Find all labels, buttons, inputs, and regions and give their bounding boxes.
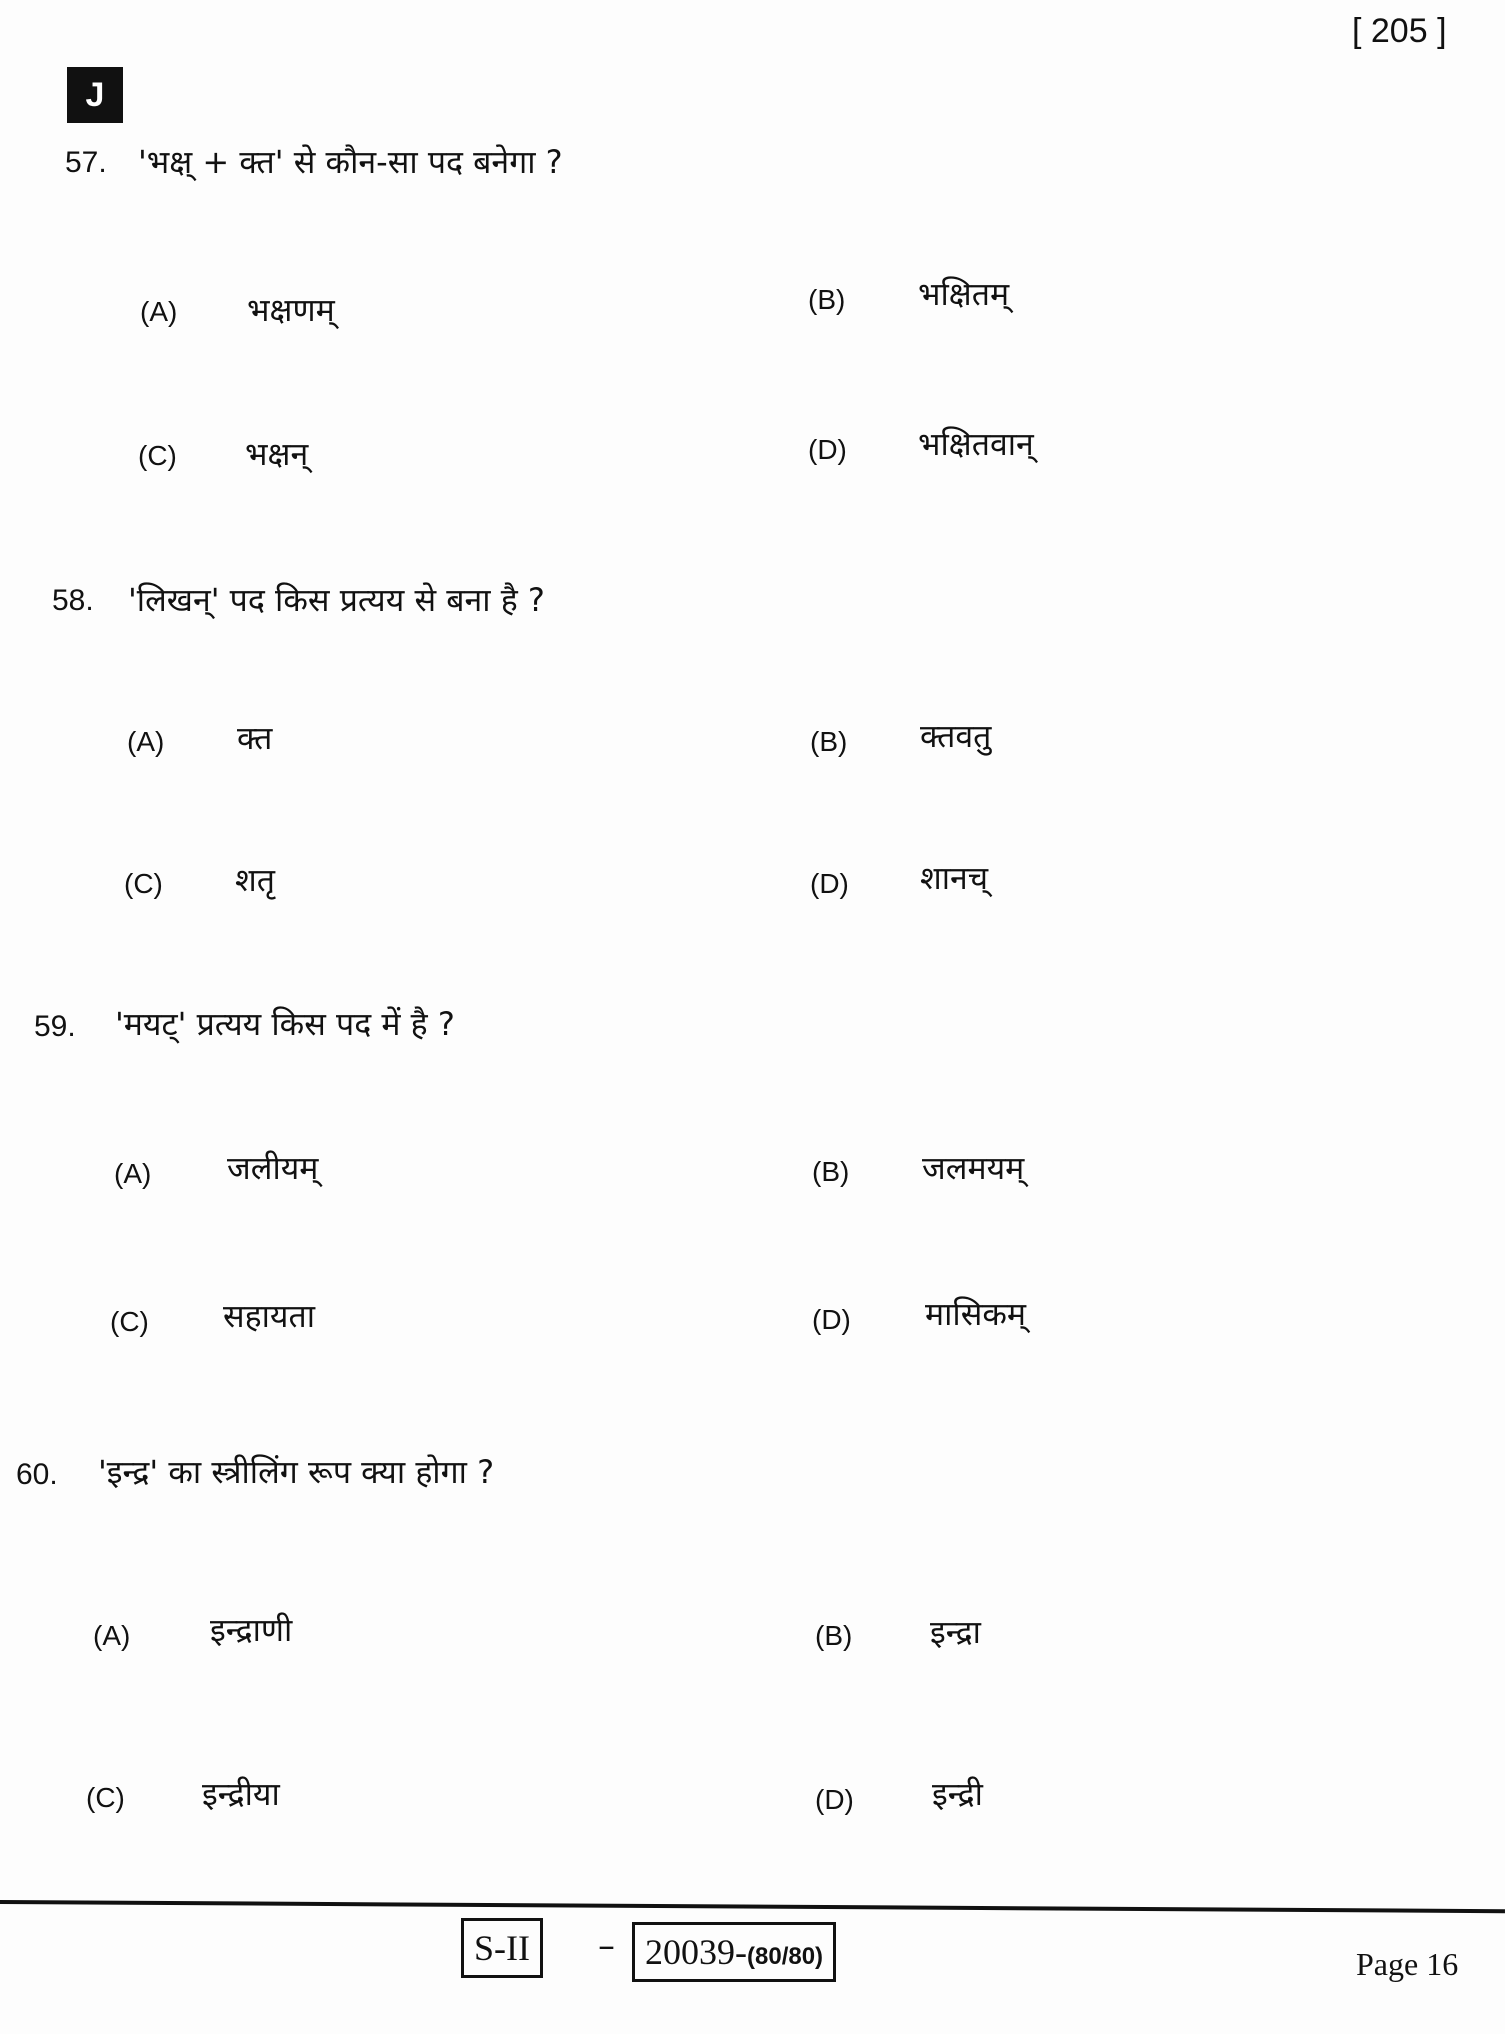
option-text: शतृ — [235, 861, 276, 899]
option-text: इन्द्रा — [930, 1613, 981, 1651]
option-text: मासिकम् — [925, 1295, 1027, 1333]
option-label: (D) — [808, 434, 847, 465]
question-number: 60. — [16, 1458, 58, 1491]
option-label: (B) — [810, 726, 848, 757]
option-text: भक्षणम् — [247, 291, 335, 329]
footer-dash: – — [598, 1926, 615, 1966]
footer-divider — [0, 1900, 1505, 1913]
question-text: 'लिखन्' पद किस प्रत्यय से बना है ? — [128, 581, 545, 619]
question-number: 59. — [34, 1010, 76, 1043]
option-label: (C) — [124, 868, 163, 899]
option-label: (B) — [812, 1156, 850, 1187]
option-text: जलमयम् — [922, 1149, 1025, 1187]
question-text: 'मयट्' प्रत्यय किस पद में है ? — [115, 1005, 455, 1043]
option-text: इन्द्रीया — [202, 1775, 280, 1813]
option-text: शानच् — [920, 859, 989, 897]
set-code-badge: J — [67, 67, 123, 123]
question-text: 'भक्ष् + क्त' से कौन-सा पद बनेगा ? — [138, 143, 563, 181]
option-label: (A) — [140, 296, 178, 327]
option-label: (B) — [808, 284, 846, 315]
option-text: सहायता — [223, 1297, 316, 1335]
option-text: इन्द्री — [932, 1775, 983, 1813]
option-label: (A) — [114, 1158, 152, 1189]
option-label: (A) — [93, 1620, 131, 1651]
question-number: 57. — [65, 146, 107, 179]
option-label: (D) — [810, 868, 849, 899]
option-text: इन्द्राणी — [210, 1611, 293, 1649]
option-label: (C) — [86, 1782, 125, 1813]
option-text: जलीयम् — [227, 1149, 319, 1187]
option-text: भक्षितम् — [918, 275, 1010, 313]
paper-code-suffix: (80/80) — [747, 1943, 824, 1970]
option-label: (A) — [127, 726, 165, 757]
option-label: (C) — [138, 440, 177, 471]
question-text: 'इन्द्र' का स्त्रीलिंग रूप क्या होगा ? — [98, 1453, 495, 1491]
option-text: क्तवतु — [920, 717, 992, 755]
series-box: S-II — [461, 1918, 543, 1978]
page-footer: Page 16 — [1356, 1946, 1459, 1982]
option-text: क्त — [237, 719, 273, 757]
option-text: भक्षन् — [245, 435, 309, 473]
option-label: (B) — [815, 1620, 853, 1651]
page-number: [ 205 ] — [1352, 12, 1447, 50]
question-number: 58. — [52, 584, 94, 617]
paper-code: 20039- — [645, 1932, 747, 1972]
option-label: (D) — [815, 1784, 854, 1815]
option-label: (D) — [812, 1304, 851, 1335]
option-label: (C) — [110, 1306, 149, 1337]
option-text: भक्षितवान् — [918, 425, 1034, 463]
code-box — [632, 1922, 836, 1982]
